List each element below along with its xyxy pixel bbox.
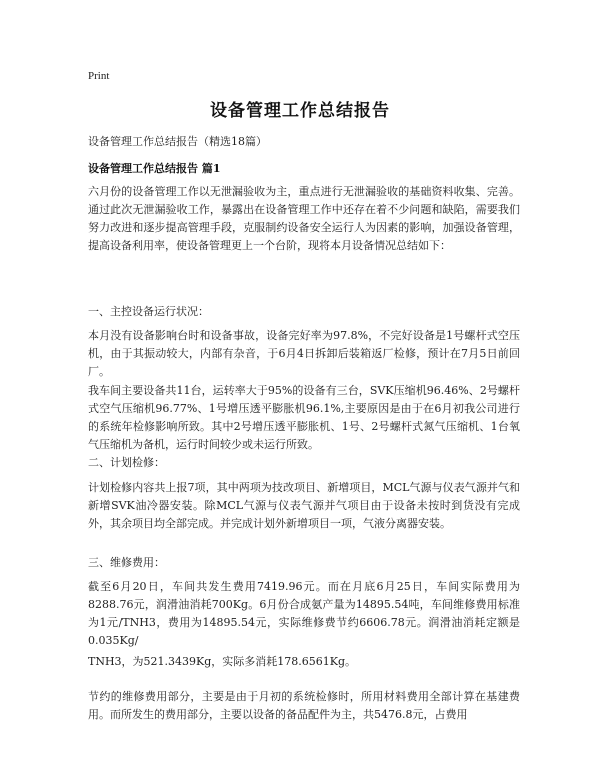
section3-paragraph-3: 节约的维修费用部分，主要是由于月初的系统检修时，所用材料费用全部计算在基建费用。而所发生的费用部分，主要以设备的备品配件为主，共5476.8元，占费用: [88, 690, 520, 721]
section-heading-3: 三、维修费用：: [88, 556, 165, 569]
page-title: 设备管理工作总结报告: [210, 101, 390, 121]
section-heading-2: 二、计划检修：: [88, 456, 165, 469]
print-label[interactable]: Print: [88, 70, 110, 82]
section3-paragraph-1: 截至6月20日，车间共发生费用7419.96元。而在月底6月25日，车间实际费用为8288.76元，润滑油消耗700Kg。6月份合成氨产量为14895.54吨，车间维修费用标准为1元/TNH3，费用为14895.54元，实际维修费节约6606.78元。润滑油消耗定额是0.035Kg/: [88, 580, 520, 647]
section1-paragraph-2: 我车间主要设备共11台，运转率大于95%的设备有三台，SVK压缩机96.46%、2号螺杆式空气压缩机96.77%、1号增压透平膨胀机96.1%,主要原因是由于在6月初我公司进行的系统年检修影响所致。其中2号增压透平膨胀机、1号、2号螺杆式氮气压缩机、1台氧气压缩机为备机，运行时间较少或未运行所致。: [88, 384, 520, 451]
section1-paragraph-1: 本月没有设备影响台时和设备事故，设备完好率为97.8%，不完好设备是1号螺杆式空压机，由于其振动较大，内部有杂音，于6月4日拆卸后装箱返厂检修，预计在7月5日前回厂。: [88, 329, 520, 378]
intro-paragraph: 六月份的设备管理工作以无泄漏验收为主，重点进行无泄漏验收的基础资料收集、完善。通过此次无泄漏验收工作，暴露出在设备管理工作中还存在着不少问题和缺陷，需要我们努力改进和逐步提高管理手段，克服制约设备安全运行人为因素的影响，加强设备管理，提高设备利用率，使设备管理更上一个台阶，现将本月设备情况总结如下：: [88, 185, 520, 252]
section-heading-1: 一、主控设备运行状况：: [88, 305, 209, 318]
article-heading: 设备管理工作总结报告 篇1: [88, 162, 221, 175]
section3-paragraph-2: TNH3，为521.3439Kg，实际多消耗178.6561Kg。: [88, 655, 357, 668]
document-subtitle: 设备管理工作总结报告（精选18篇）: [88, 135, 267, 148]
section2-paragraph-1: 计划检修内容共上报7项，其中两项为技改项目、新增项目，MCL气源与仪表气源并气和新增SVK油冷器安装。除MCL气源与仪表气源并气项目由于设备未按时到货没有完成外，其余项目均全部完成。并完成计划外新增项目一项，气液分离器安装。: [88, 481, 520, 530]
